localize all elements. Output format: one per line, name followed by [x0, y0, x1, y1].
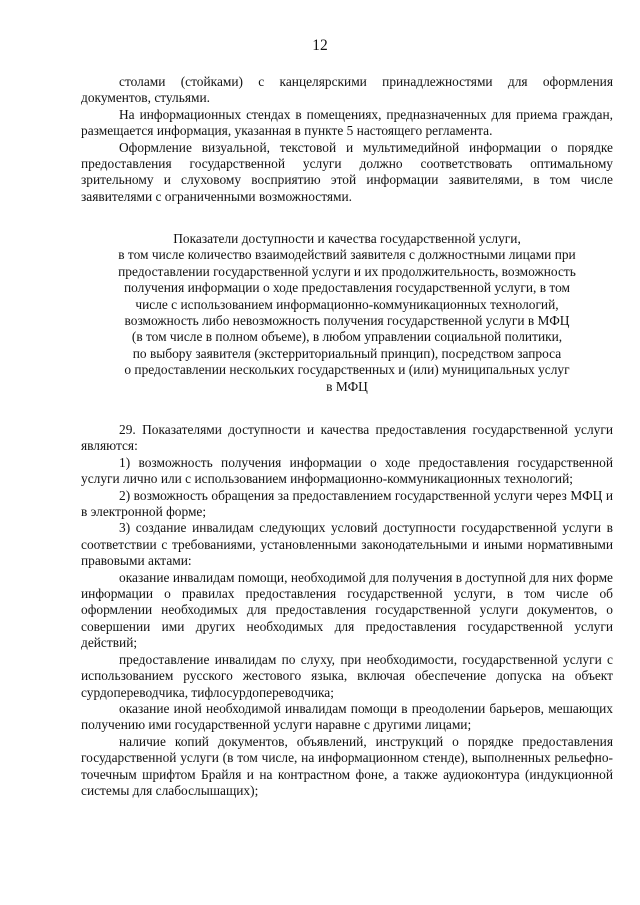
- heading-line: (в том числе в полном объеме), в любом управлении социальной политики,: [131, 329, 563, 345]
- heading-line: в МФЦ: [326, 378, 368, 394]
- paragraph-furniture: столами (стойками) с канцелярскими принадлежностями для оформления документов, стульями.: [81, 74, 613, 106]
- heading-line: возможность либо невозможность получения государственной услуги в МФЦ: [124, 313, 570, 329]
- heading-line: Показатели доступности и качества государственной услуги,: [173, 231, 521, 246]
- heading-line: предоставлении государственной услуги и их продолжительность, возможность: [118, 263, 576, 279]
- heading-line: числе с использованием информационно-коммуникационных технологий,: [135, 296, 559, 312]
- heading-line: в том числе количество взаимодействий заявителя с должностными лицами при: [118, 247, 576, 263]
- paragraph-item-29: 29. Показателями доступности и качества предоставления государственной услуги являются:: [81, 422, 613, 454]
- intro-section: [81, 74, 613, 205]
- heading-line: по выбору заявителя (экстерриториальный принцип), посредством запроса: [132, 345, 562, 361]
- indicators-section: [81, 422, 613, 799]
- paragraph-subitem-3: 3) создание инвалидам следующих условий доступности государственной услуги в соответствии с требованиями, установленными законодательными и иными нормативными правовыми актами:: [81, 520, 613, 569]
- section-heading: [81, 231, 613, 395]
- paragraph-subitem-1: 1) возможность получения информации о ходе предоставления государственной услуги лично или с использованием информационно-коммуникационных технологий;: [81, 454, 613, 487]
- paragraph-other-help: оказание иной необходимой инвалидам помощи в преодолении барьеров, мешающих получению ими государственной услуги наравне с другими лицами;: [81, 700, 613, 733]
- paragraph-braille: наличие копий документов, объявлений, инструкций о порядке предоставления государственной услуги (в том числе, на информационном стенде), выполненных рельефно-точечным шрифтом Брайля и на контрастном фоне, а также аудиоконтура (индукционной системы для слабослышащих);: [81, 733, 613, 798]
- heading-line: о предоставлении нескольких государственных и (или) муниципальных услуг: [124, 362, 570, 378]
- paragraph-assistance: оказание инвалидам помощи, необходимой для получения в доступной для них форме информации о правилах предоставления государственной услуги, в том числе об оформлении необходимых для предоставления государственной услуги документов, о совершении ими других необходимых для предоставления государственной услуги действий;: [81, 569, 613, 651]
- page-number: 12: [312, 37, 328, 54]
- paragraph-sign-language: предоставление инвалидам по слуху, при необходимости, государственной услуги с использованием русского жестового языка, включая обеспечение допуска на объект сурдопереводчика, тифлосурдопереводчика;: [81, 651, 613, 700]
- paragraph-subitem-2: 2) возможность обращения за предоставлением государственной услуги через МФЦ и в электронной форме;: [81, 487, 613, 520]
- heading-line: получения информации о ходе предоставления государственной услуги, в том: [124, 280, 570, 296]
- paragraph-info-design: Оформление визуальной, текстовой и мультимедийной информации о порядке предоставления государственной услуги должно соответствовать оптимальному зрительному и слуховому восприятию этой информации заявителями, в том числе заявителями с ограниченными возможностями.: [81, 139, 613, 204]
- paragraph-info-stands: На информационных стендах в помещениях, предназначенных для приема граждан, размещается информация, указанная в пункте 5 настоящего регламента.: [81, 106, 613, 139]
